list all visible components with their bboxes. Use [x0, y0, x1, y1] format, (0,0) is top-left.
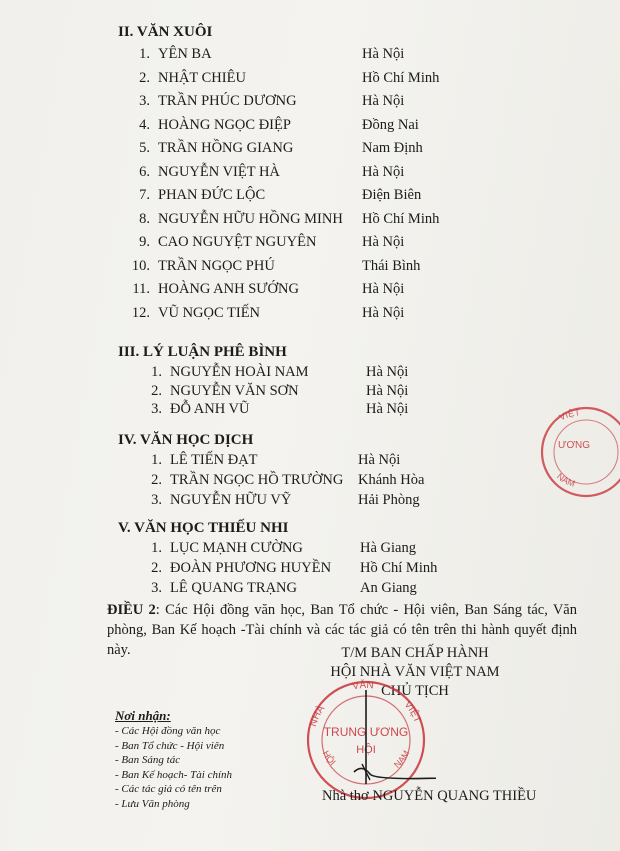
- list-item: [0, 258, 620, 276]
- entry-number: 2.: [151, 560, 162, 576]
- entry-number: 8.: [139, 210, 150, 227]
- author-location: Hà Nội: [362, 234, 405, 250]
- author-location: Hà Nội: [362, 163, 405, 180]
- entry-number: 3.: [151, 580, 162, 596]
- entry-number: 9.: [139, 234, 150, 250]
- entry-number: 11.: [132, 281, 150, 297]
- list-item: [0, 401, 620, 419]
- recipient-item: - Các tác giả có tên trên: [115, 783, 222, 795]
- recipient-item: - Ban Tổ chức - Hội viên: [115, 739, 225, 752]
- recipients-list: [115, 708, 295, 811]
- list-item: [0, 383, 620, 401]
- author-location: Hồ Chí Minh: [360, 560, 438, 576]
- author-name: NGUYỄN HỮU VỸ: [170, 492, 292, 508]
- author-name: NGUYỄN HOÀI NAM: [170, 364, 309, 380]
- list-item: [0, 187, 620, 205]
- list-item: [0, 117, 620, 135]
- author-name: TRẦN PHÚC DƯƠNG: [158, 93, 297, 109]
- side-seal-top: VIỆT: [557, 407, 581, 423]
- list-item: [0, 580, 620, 598]
- author-name: HOÀNG ANH SƯỚNG: [158, 281, 299, 297]
- author-location: An Giang: [360, 580, 417, 596]
- author-location: Nam Định: [362, 140, 423, 156]
- signature-line-3: CHỦ TỊCH: [381, 683, 449, 699]
- author-name: LÊ QUANG TRẠNG: [170, 580, 298, 596]
- entry-number: 5.: [139, 140, 150, 156]
- author-location: Hà Nội: [362, 304, 405, 321]
- author-name: CAO NGUYỆT NGUYÊN: [158, 234, 317, 250]
- entry-number: 3.: [151, 401, 162, 417]
- author-location: Khánh Hòa: [358, 472, 425, 488]
- article-text: : Các Hội đồng văn học, Ban Tổ chức - Hội viên, Ban Sáng tác, Văn phòng, Ban Kế hoạch -Tài chính và các tác giả có tên trên thi hành quyết định này.: [107, 602, 577, 658]
- recipient-item: - Lưu Văn phòng: [115, 797, 190, 810]
- entry-number: 7.: [139, 187, 150, 203]
- list-item: [0, 492, 620, 510]
- recipient-item: - Ban Sáng tác: [115, 754, 181, 766]
- entry-number: 1.: [151, 364, 162, 380]
- entry-number: 2.: [151, 472, 162, 488]
- seal-text-right-2: NAM: [391, 748, 412, 770]
- list-item: [0, 140, 620, 158]
- signature-line-2: HỘI NHÀ VĂN VIỆT NAM: [330, 664, 500, 680]
- entry-number: 1.: [151, 540, 162, 556]
- recipient-item: - Ban Kế hoạch- Tài chính: [115, 768, 233, 781]
- list-item: [0, 305, 620, 323]
- author-location: Hồ Chí Minh: [362, 210, 440, 227]
- seal-center-text-2: HỘI: [356, 744, 376, 756]
- seal-center-text-1: TRUNG ƯƠNG: [323, 725, 409, 739]
- author-name: YÊN BA: [158, 46, 212, 62]
- section-title: II. VĂN XUÔI: [118, 24, 213, 40]
- author-name: TRẦN HỒNG GIANG: [158, 140, 294, 156]
- side-seal-center: ƯƠNG: [557, 440, 591, 451]
- author-name: NGUYỄN VĂN SƠN: [170, 382, 299, 399]
- side-seal-bottom: NAM: [554, 471, 577, 489]
- entry-number: 6.: [139, 163, 150, 180]
- author-location: Hà Nội: [366, 401, 409, 417]
- list-item: [0, 70, 620, 88]
- svg-text:VIỆT: [558, 407, 581, 422]
- section-title: V. VĂN HỌC THIẾU NHI: [118, 520, 289, 536]
- list-item: [0, 164, 620, 182]
- author-name: NGUYỄN VIỆT HÀ: [158, 163, 280, 180]
- author-location: Hà Nội: [362, 93, 405, 109]
- entry-number: 1.: [139, 46, 150, 62]
- seal-text-bottom-left: HỘI: [320, 748, 338, 768]
- seal-text-left: NHÀ: [307, 703, 328, 729]
- author-location: Hải Phòng: [358, 492, 420, 508]
- list-item: [0, 46, 620, 64]
- author-location: Thái Bình: [362, 257, 421, 274]
- author-location: Hà Nội: [358, 452, 401, 468]
- author-name: TRẦN NGỌC HỒ TRƯỜNG: [170, 472, 344, 488]
- author-name: NHẬT CHIÊU: [158, 69, 246, 86]
- list-item: [0, 452, 620, 470]
- svg-text:VIỆT: [402, 699, 423, 724]
- author-name: TRẦN NGỌC PHÚ: [158, 257, 275, 274]
- svg-text:VĂN: [352, 678, 374, 693]
- entry-number: 3.: [151, 492, 162, 508]
- author-location: Hà Nội: [366, 364, 409, 380]
- side-seal: [528, 396, 620, 506]
- author-location: Hồ Chí Minh: [362, 69, 440, 86]
- list-item: [0, 364, 620, 382]
- entry-number: 1.: [151, 452, 162, 468]
- author-name: ĐOÀN PHƯƠNG HUYỀN: [170, 560, 332, 576]
- entry-number: 10.: [131, 257, 150, 274]
- author-name: ĐỖ ANH VŨ: [170, 401, 250, 417]
- entry-number: 2.: [151, 382, 162, 399]
- author-name: LÊ TIẾN ĐẠT: [170, 452, 258, 468]
- list-item: [0, 472, 620, 490]
- list-item: [0, 560, 620, 578]
- seal-text-right: VIỆT: [401, 699, 423, 725]
- author-name: HOÀNG NGỌC ĐIỆP: [158, 116, 291, 133]
- entry-number: 12.: [131, 304, 150, 321]
- list-item: [0, 211, 620, 229]
- official-seal: [296, 676, 436, 800]
- article-label: ĐIỀU 2: [107, 602, 156, 618]
- list-item: [0, 93, 620, 111]
- author-location: Hà Giang: [360, 540, 416, 556]
- section-title: III. LÝ LUẬN PHÊ BÌNH: [118, 344, 287, 360]
- author-location: Đồng Nai: [362, 116, 419, 133]
- entry-number: 3.: [139, 93, 150, 109]
- author-location: Hà Nội: [366, 382, 409, 399]
- section-title: IV. VĂN HỌC DỊCH: [118, 432, 254, 448]
- signer-name: Nhà thơ NGUYỄN QUANG THIỀU: [322, 788, 537, 804]
- author-location: Hà Nội: [362, 281, 405, 297]
- recipient-item: - Các Hội đồng văn học: [115, 725, 221, 737]
- entry-number: 2.: [139, 69, 150, 86]
- author-name: LỤC MẠNH CƯỜNG: [170, 540, 303, 556]
- list-item: [0, 234, 620, 252]
- author-name: PHAN ĐỨC LỘC: [158, 187, 266, 203]
- seal-text-top: VĂN: [351, 679, 375, 693]
- recipients-title: Nơi nhận:: [115, 708, 171, 723]
- author-name: NGUYỄN HỮU HỒNG MINH: [158, 210, 343, 227]
- signature-line-1: T/M BAN CHẤP HÀNH: [341, 645, 489, 661]
- list-item: [0, 540, 620, 558]
- author-name: VŨ NGỌC TIẾN: [158, 304, 261, 321]
- author-location: Hà Nội: [362, 46, 405, 62]
- author-location: Điện Biên: [362, 187, 422, 203]
- entry-number: 4.: [139, 116, 150, 133]
- list-item: [0, 281, 620, 299]
